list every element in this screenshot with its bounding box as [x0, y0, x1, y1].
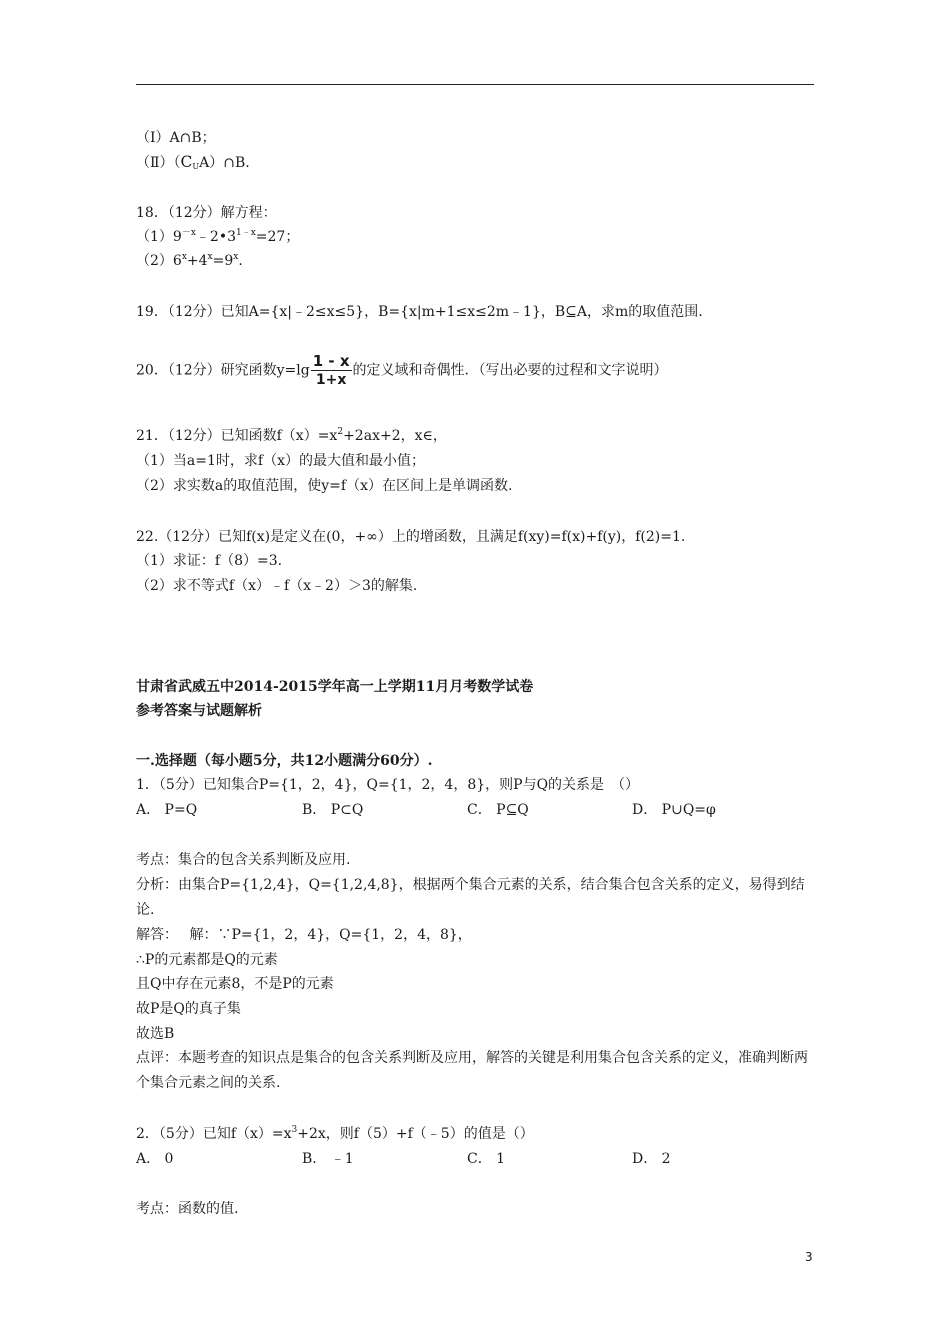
question-22-part-2: （2）求不等式f（x）﹣f（x﹣2）＞3的解集. [136, 578, 418, 594]
question-20: 20．（12分）研究函数y=lg $\frac{1 - x}{1+x}$ 的定义域和奇偶性．（写出必要的过程和文字说明） [136, 352, 668, 388]
answer-subtitle: 参考答案与试题解析 [136, 703, 262, 719]
page-number: 3 [805, 1250, 813, 1264]
answer-1-option-d: D． P∪Q=φ [632, 802, 716, 818]
answer-2-question: 2．（5分）已知$f(x)=x^3+2x$，则f（5）+f（﹣5）的值是（） [136, 1125, 534, 1142]
question-21: 21．（12分）已知函数$f(x)=x^2+2ax+2$，x∈， [136, 427, 447, 444]
question-18-part-1: $(1)9^{-x}﹣2•3^{1﹣x}=27$； [136, 228, 300, 245]
answer-1-solution: 解答： 解：∵P={1，2，4}，Q={1，2，4，8}， [136, 927, 472, 943]
question-22: 22.（12分）已知f(x)是定义在(0，+∞）上的增函数，且满足f(xy)=f(x)+f(y)，f(2)=1. [136, 529, 686, 545]
sub-question-2: $(Ⅱ)(C_UA)\cap B$. [136, 153, 250, 171]
answer-1-step-3: 故P是Q的真子集 [136, 1001, 241, 1017]
answer-1-step-1: ∴P的元素都是Q的元素 [136, 952, 278, 968]
section-heading: 一.选择题（每小题5分，共12小题满分60分）. [136, 753, 433, 769]
answer-2-option-c: C． 1 [467, 1151, 506, 1167]
answer-2-option-b: B． ﹣1 [302, 1151, 354, 1167]
answer-1-option-b: B． P⊂Q [302, 802, 364, 818]
question-22-part-1: （1）求证：f（8）=3. [136, 553, 283, 569]
answer-title: 甘肃省武威五中2014-2015学年高一上学期11月月考数学试卷 [136, 679, 534, 695]
answer-1-analysis: 分析：由集合P={1,2,4}，Q={1,2,4,8}，根据两个集合元素的关系，结合集合包含关系的定义，易得到结论. [136, 877, 805, 918]
sub-question-1: （Ⅰ）A∩B； [136, 130, 216, 146]
question-18: 18．（12分）解方程： [136, 205, 277, 221]
header-rule [136, 84, 814, 85]
question-21-part-1: （1）当a=1时，求f（x）的最大值和最小值； [136, 453, 425, 469]
answer-1-question: 1．（5分）已知集合P={1，2，4}，Q={1，2，4，8}，则P与Q的关系是 （） [136, 777, 640, 793]
answer-2-option-a: A． 0 [136, 1151, 174, 1167]
question-21-part-2: （2）求实数a的取值范围，使y=f（x）在区间上是单调函数. [136, 478, 513, 494]
question-19: 19．（12分）已知A={x|﹣2≤x≤5}，B={x|m+1≤x≤2m﹣1}，B⊆A，求m的取值范围. [136, 304, 703, 320]
answer-2-option-d: D． 2 [632, 1151, 671, 1167]
fraction: $\frac{1 - x}{1+x}$ [312, 352, 350, 388]
answer-1-step-4: 故选B [136, 1026, 175, 1042]
answer-1-option-a: A． P=Q [136, 802, 198, 818]
answer-1-step-2: 且Q中存在元素8，不是P的元素 [136, 976, 334, 992]
question-18-part-2: $(2)6^x+4^x=9^x$. [136, 252, 243, 269]
answer-1-option-c: C． P⊆Q [467, 802, 529, 818]
answer-1-topic: 考点：集合的包含关系判断及应用. [136, 852, 351, 868]
answer-1-comment: 点评：本题考查的知识点是集合的包含关系判断及应用，解答的关键是利用集合包含关系的定义，准确判断两个集合元素之间的关系. [136, 1050, 808, 1091]
answer-2-topic: 考点：函数的值. [136, 1201, 239, 1217]
